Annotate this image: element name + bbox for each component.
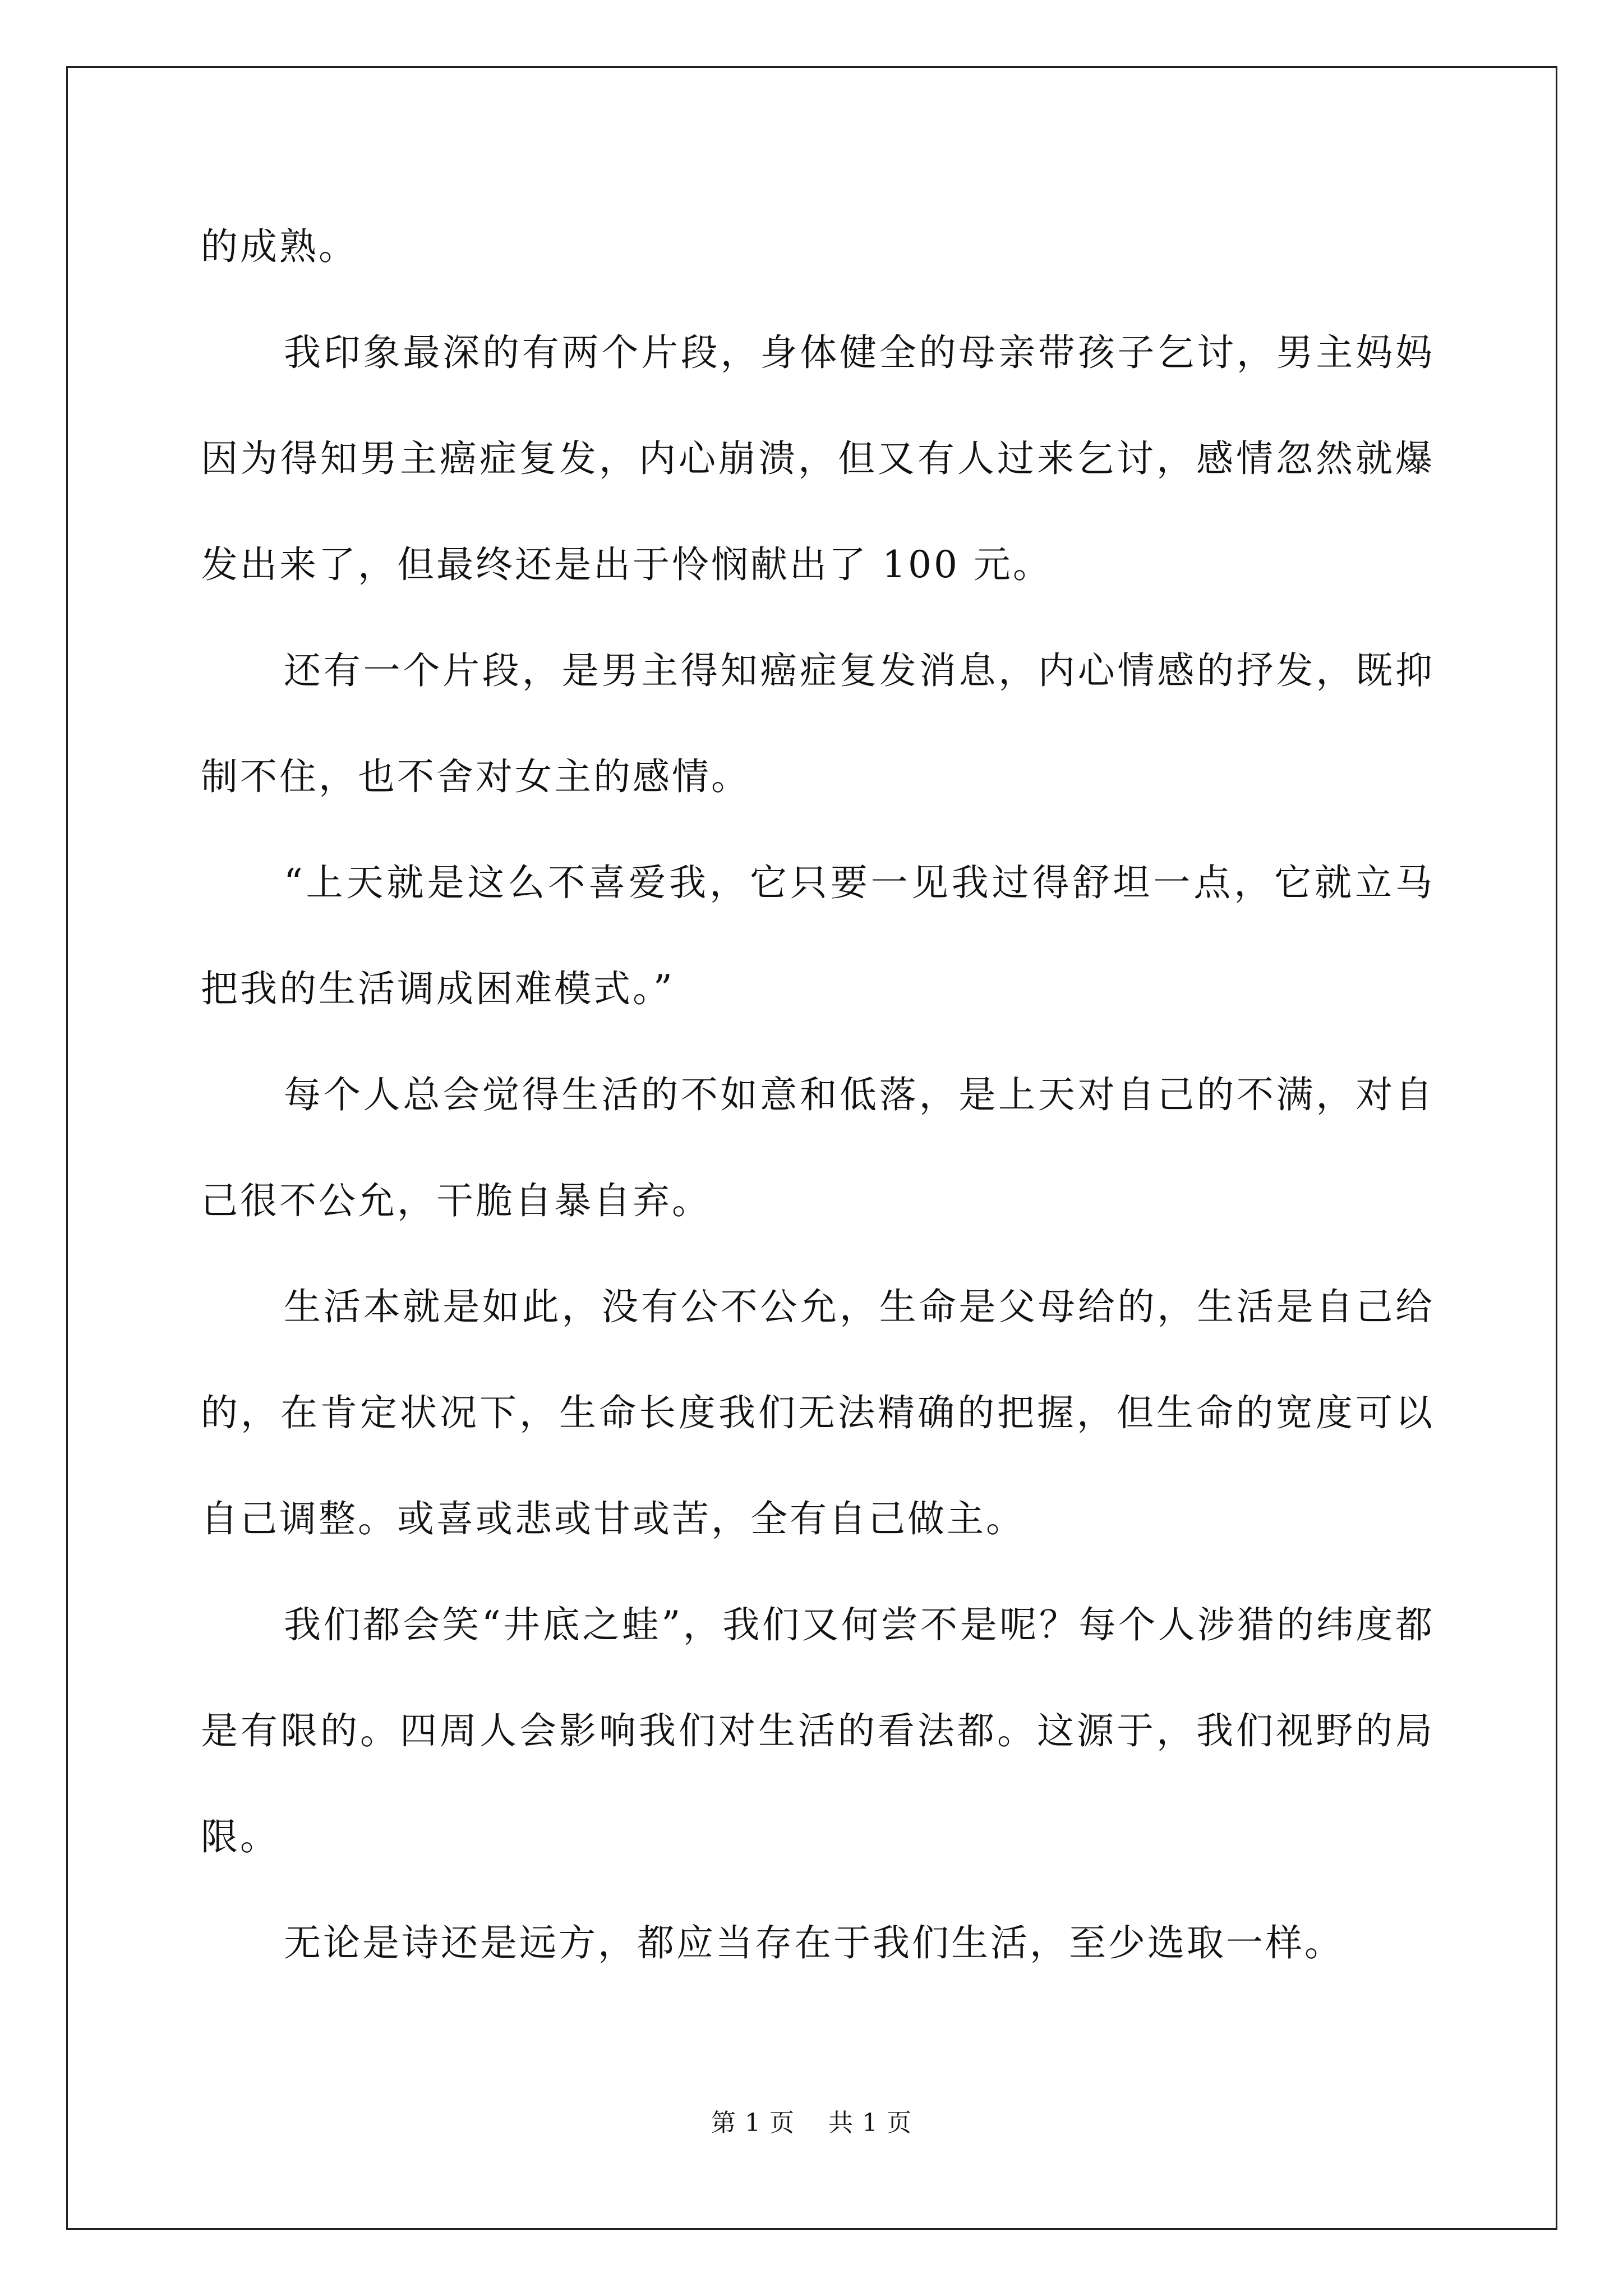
paragraph-2: 还有一个片段，是男主得知癌症复发消息，内心情感的抒发，既抑制不住，也不舍对女主的感情。 [201, 649, 1435, 798]
paragraph-0: 的成熟。 [201, 225, 358, 268]
page-number: 第 1 页 [711, 2109, 795, 2137]
paragraph-7: 无论是诗还是远方，都应当存在于我们生活，至少选取一样。 [284, 1921, 1344, 1964]
paragraph-4: 每个人总会觉得生活的不如意和低落，是上天对自己的不满，对自己很不公允，干脆自暴自弃。 [201, 1073, 1435, 1222]
paragraph-1: 我印象最深的有两个片段，身体健全的母亲带孩子乞讨，男主妈妈因为得知男主癌症复发，内心崩溃，但又有人过来乞讨，感情忽然就爆发出来了，但最终还是出于怜悯献出了 100 元。 [201, 331, 1435, 586]
paragraph-6: 我们都会笑“井底之蛙”，我们又何尝不是呢？每个人涉猎的纬度都是有限的。四周人会影响我们对生活的看法都。这源于，我们视野的局限。 [201, 1603, 1435, 1858]
paragraph-3: “上天就是这么不喜爱我，它只要一见我过得舒坦一点，它就立马把我的生活调成困难模式。” [201, 861, 1435, 1010]
page-footer [0, 2106, 1623, 2140]
document-body [201, 0, 1435, 1996]
paragraph-5: 生活本就是如此，没有公不公允，生命是父母给的，生活是自己给的，在肯定状况下，生命长度我们无法精确的把握，但生命的宽度可以自己调整。或喜或悲或甘或苦，全有自己做主。 [201, 1285, 1435, 1540]
page-total: 共 1 页 [828, 2109, 912, 2137]
